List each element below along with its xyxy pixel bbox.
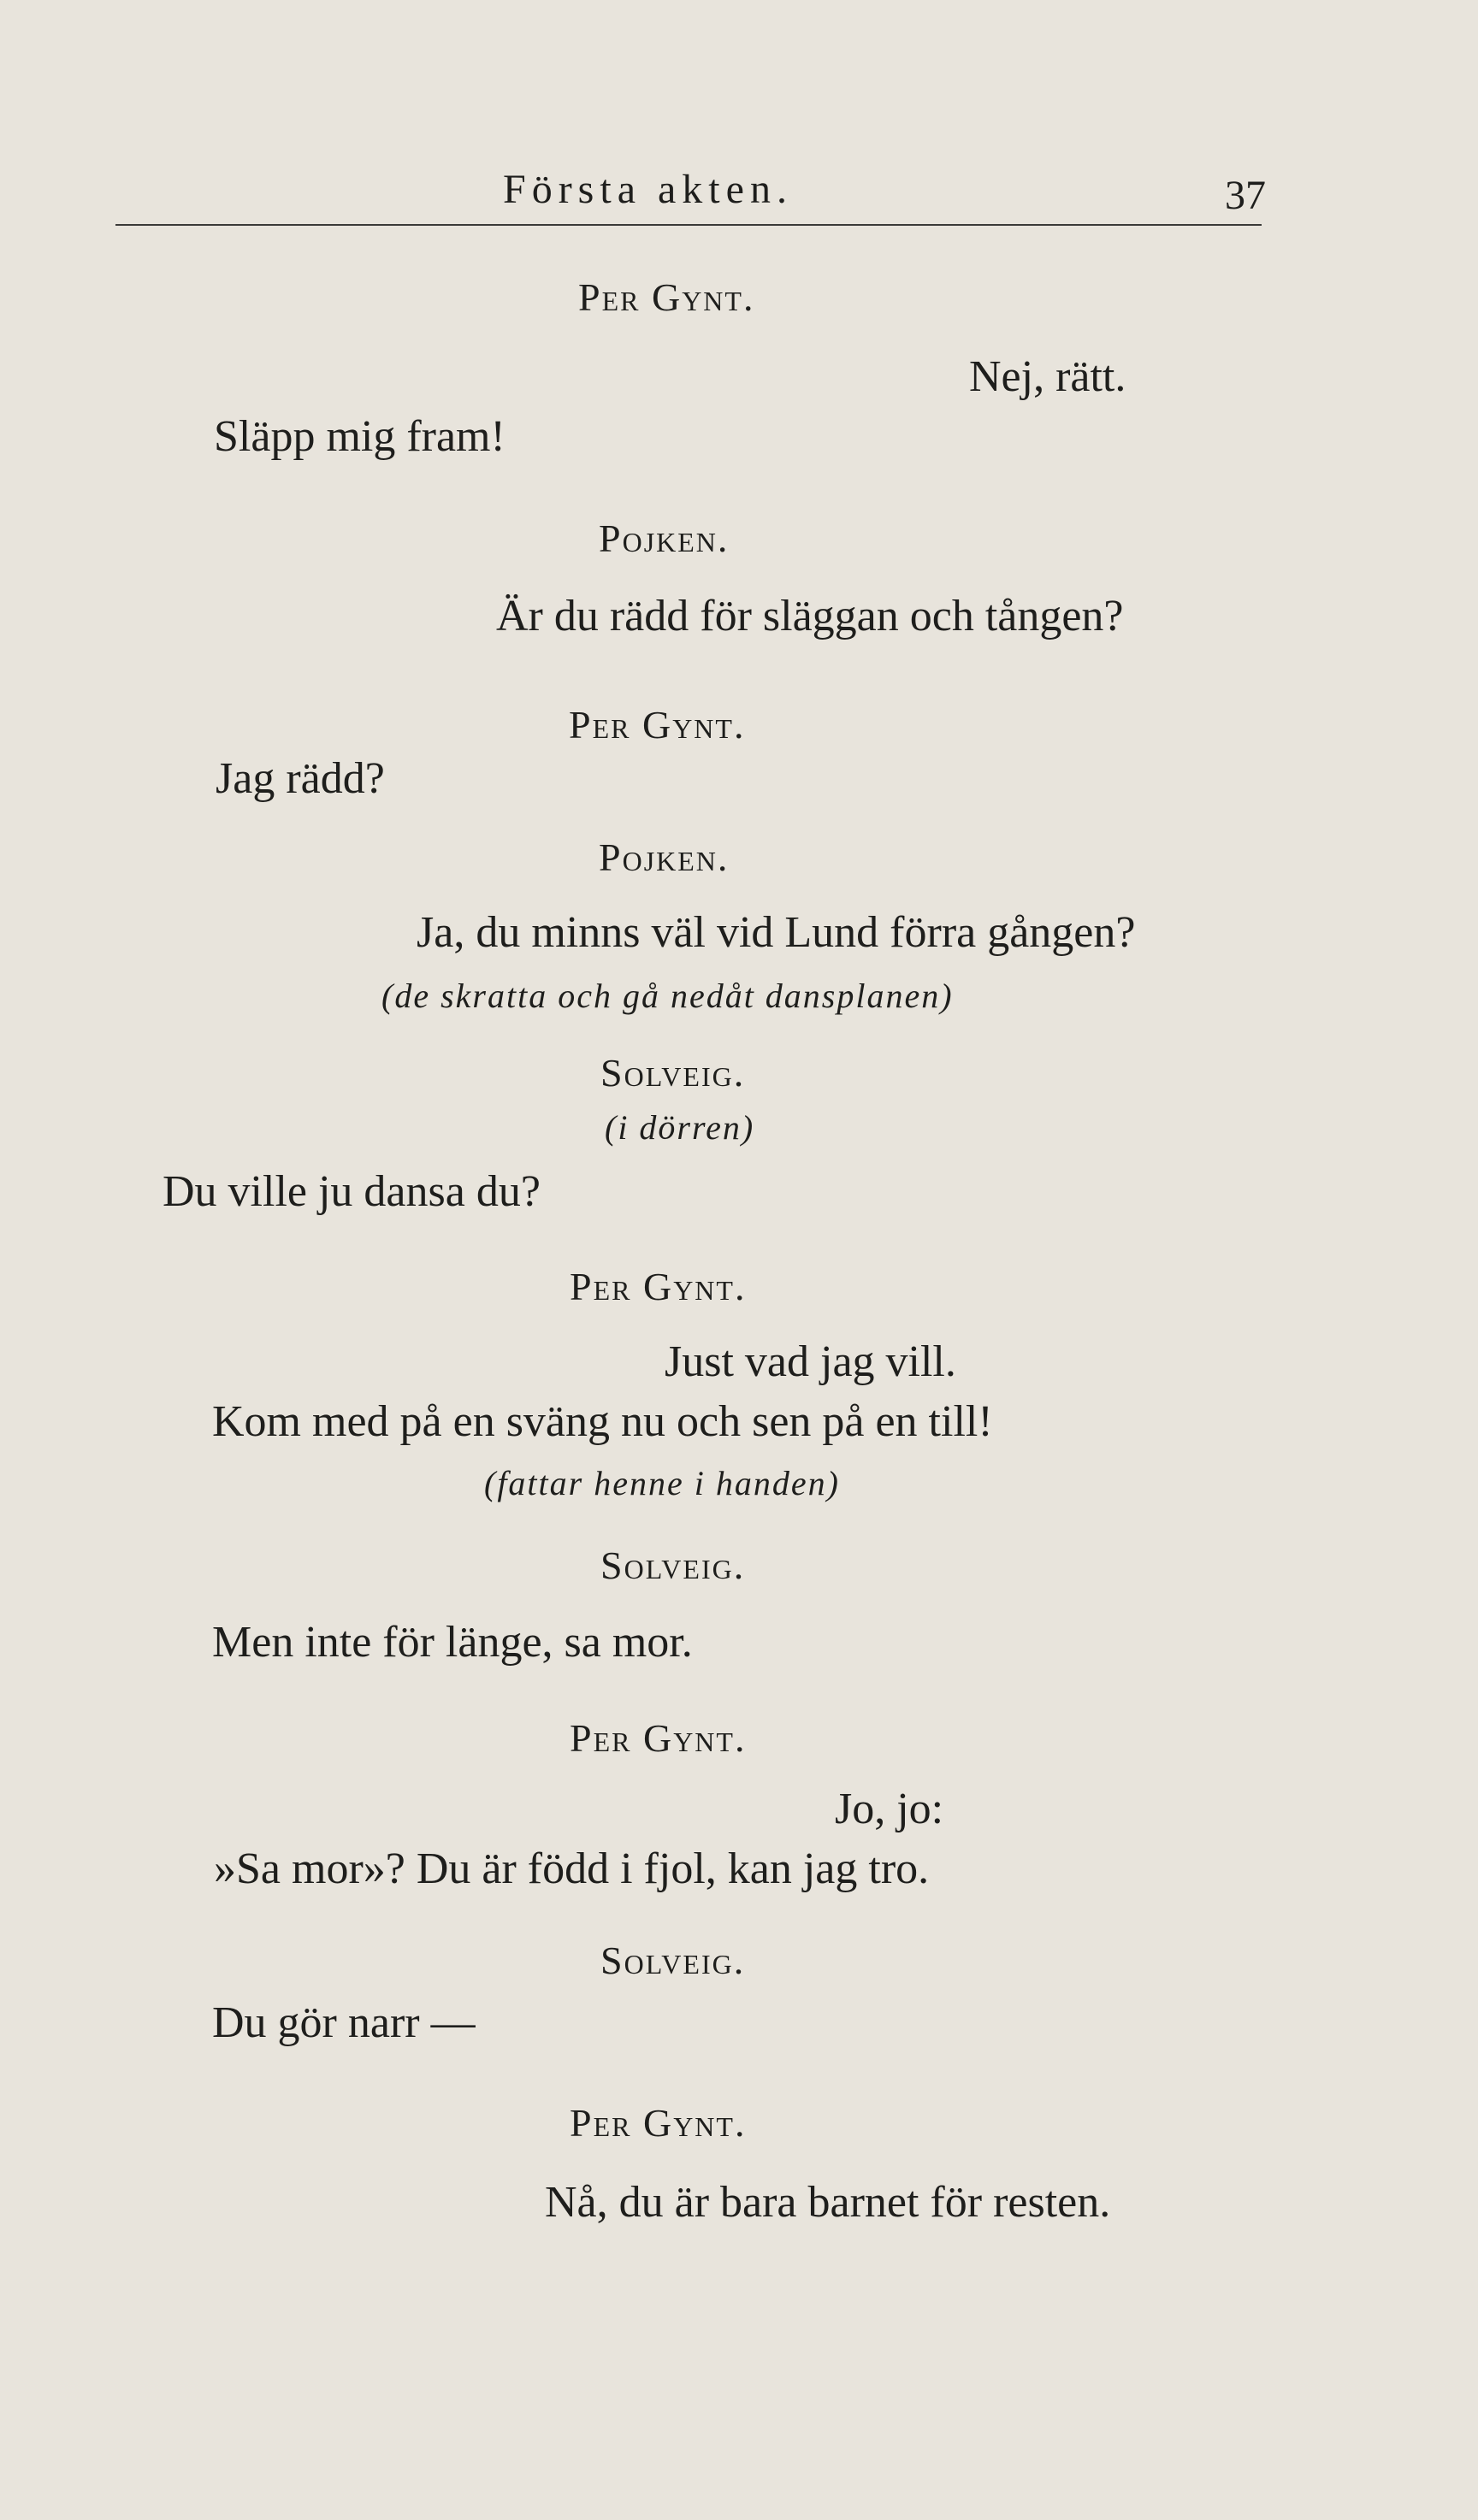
dialogue-line: Jag rädd? bbox=[216, 754, 385, 803]
dialogue-line: Ja, du minns väl vid Lund förra gången? bbox=[417, 908, 1136, 957]
stage-direction: (fattar henne i handen) bbox=[484, 1464, 840, 1502]
speaker-name: Solveig. bbox=[600, 1543, 746, 1587]
speaker-name: Per Gynt. bbox=[570, 1265, 747, 1308]
dialogue-line: Släpp mig fram! bbox=[214, 412, 505, 461]
dialogue-line: Kom med på en sväng nu och sen på en till! bbox=[212, 1397, 993, 1446]
dialogue-line: Jo, jo: bbox=[835, 1785, 944, 1833]
speaker-name: Per Gynt. bbox=[569, 703, 746, 747]
dialogue-line: Men inte för länge, sa mor. bbox=[212, 1618, 693, 1667]
dialogue-line: Nej, rätt. bbox=[969, 352, 1126, 401]
dialogue-line: Är du rädd för släggan och tången? bbox=[496, 592, 1124, 640]
speaker-name: Per Gynt. bbox=[570, 1716, 747, 1760]
dialogue-line: Du ville ju dansa du? bbox=[163, 1167, 541, 1216]
dialogue-line: »Sa mor»? Du är född i fjol, kan jag tro. bbox=[214, 1844, 930, 1893]
header-rule bbox=[115, 224, 1262, 226]
dialogue-line: Nå, du är bara barnet för resten. bbox=[545, 2178, 1111, 2227]
speaker-name: Per Gynt. bbox=[578, 275, 755, 319]
speaker-name: Per Gynt. bbox=[570, 2101, 747, 2145]
dialogue-line: Just vad jag vill. bbox=[665, 1337, 956, 1386]
stage-direction: (de skratta och gå nedåt dansplanen) bbox=[381, 977, 954, 1015]
running-header: Första akten. bbox=[503, 167, 793, 212]
page-number: 37 bbox=[1225, 173, 1266, 218]
stage-direction: (i dörren) bbox=[605, 1108, 755, 1147]
speaker-name: Pojken. bbox=[599, 835, 730, 879]
speaker-name: Solveig. bbox=[600, 1939, 746, 1982]
speaker-name: Solveig. bbox=[600, 1051, 746, 1095]
speaker-name: Pojken. bbox=[599, 516, 730, 560]
dialogue-line: Du gör narr — bbox=[212, 1998, 476, 2047]
